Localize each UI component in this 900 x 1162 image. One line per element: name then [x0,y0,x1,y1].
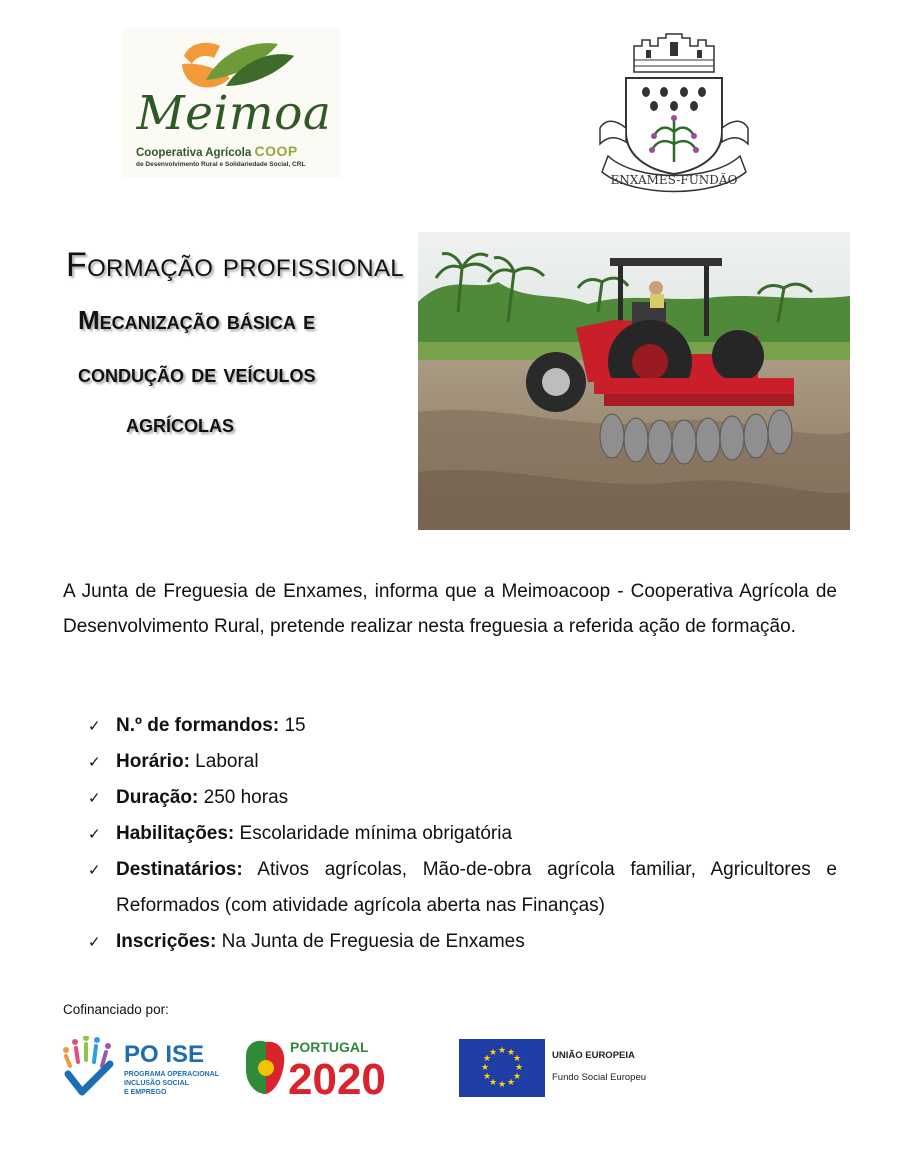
coat-of-arms-motto: ENXAMES-FUNDÃO [610,173,738,187]
check-icon: ✓ [88,718,101,735]
eu-subtitle: Fundo Social Europeu [552,1072,647,1083]
poise-title: PO ISE [124,1041,205,1068]
course-title-line-3: agrícolas [126,408,234,438]
check-icon: ✓ [88,862,101,879]
svg-text:★: ★ [506,1048,516,1058]
detail-label: Habilitações: [116,823,235,844]
tractor-photo [418,232,850,530]
svg-text:★: ★ [488,1078,498,1088]
svg-text:★: ★ [482,1072,492,1082]
svg-text:★: ★ [488,1048,498,1058]
svg-text:★: ★ [512,1072,522,1082]
check-icon: ✓ [88,934,101,951]
detail-value: Escolaridade mínima obrigatória [234,823,513,844]
detail-value: 250 horas [198,787,289,808]
eu-flag [459,1039,545,1097]
detail-value: Laboral [189,751,259,772]
detail-label: Inscrições: [116,931,217,952]
detail-value: Na Junta de Freguesia de Enxames [216,931,525,952]
page-title: Formação profissional [66,246,404,284]
detail-value: Ativos agrícolas, Mão-de-obra agrícola familiar, Agricultores e Reformados (com atividade agrícola aberta nas Finanças) [116,859,837,916]
details-list [88,708,837,960]
poise-logo [60,1036,230,1102]
meimoa-logo [122,28,340,178]
check-icon: ✓ [88,754,101,771]
svg-text:★: ★ [497,1080,507,1090]
detail-label: Destinatários: [116,859,243,880]
svg-text:★: ★ [514,1063,524,1073]
list-item [88,780,837,816]
check-icon: ✓ [88,826,101,843]
portugal-flag-icon [244,1036,434,1100]
detail-label: Duração: [116,787,199,808]
poise-people-icon [60,1036,230,1102]
meimoa-wordmark: Meimoa [136,86,332,141]
detail-label: N.º de formandos: [116,715,280,736]
list-item [88,816,837,852]
eu-stars-icon [459,1039,545,1097]
svg-text:★: ★ [506,1078,516,1088]
svg-text:★: ★ [512,1054,522,1064]
portugal-2020-logo [244,1036,434,1100]
svg-text:★: ★ [480,1063,490,1073]
meimoa-subtitle-text: Cooperativa Agrícola [136,147,252,159]
svg-text:★: ★ [497,1046,507,1056]
coat-of-arms-icon [596,32,752,196]
poise-line-1: PROGRAMA OPERACIONAL [124,1071,220,1078]
meimoa-coop-text: COOP [254,143,298,159]
course-title-line-1: Mecanização básica e [78,305,316,335]
poise-line-3: E EMPREGO [124,1089,167,1096]
course-title-line-2: condução de veículos [78,358,316,388]
meimoa-tagline: de Desenvolvimento Rural e Solidariedade Social, CRL [136,161,306,168]
detail-label: Horário: [116,751,190,772]
cofinanced-label: Cofinanciado por: [63,1002,169,1017]
svg-text:★: ★ [482,1054,492,1064]
check-icon: ✓ [88,790,101,807]
list-item [88,708,837,744]
list-item [88,852,837,924]
intro-paragraph: A Junta de Freguesia de Enxames, informa que a Meimoacoop - Cooperativa Agrícola de Desenvolvimento Rural, pretende realizar nesta freguesia a referida ação de formação. [63,581,837,637]
portugal-label: PORTUGAL [290,1039,369,1055]
eu-title: UNIÃO EUROPEIA [552,1050,635,1061]
meimoa-subtitle [136,143,298,159]
portugal-year: 2020 [288,1055,386,1100]
coat-of-arms [596,32,752,196]
poise-line-2: INCLUSÃO SOCIAL [124,1080,189,1087]
detail-value: 15 [279,715,306,736]
list-item [88,924,837,960]
list-item [88,744,837,780]
